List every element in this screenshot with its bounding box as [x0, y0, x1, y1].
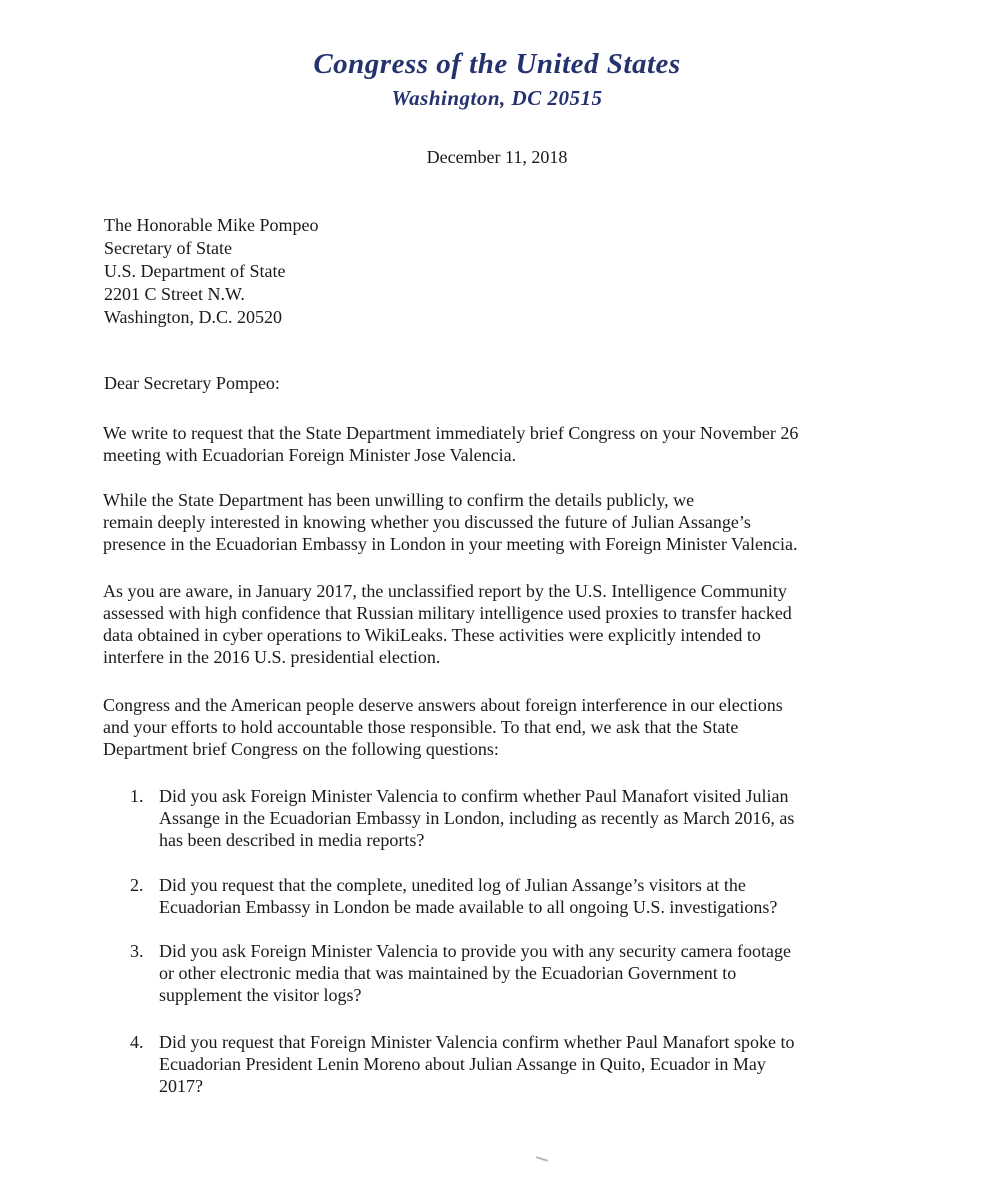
question-line: Did you ask Foreign Minister Valencia to provide you with any security camera footage: [159, 941, 792, 961]
paragraph-line: presence in the Ecuadorian Embassy in London in your meeting with Foreign Minister Valencia.: [103, 534, 798, 554]
recipient-line: Secretary of State: [104, 238, 232, 258]
question-line: 2017?: [159, 1076, 203, 1096]
question-text: [159, 1031, 795, 1097]
question-text: [159, 874, 777, 918]
paragraph-line: We write to request that the State Department immediately brief Congress on your November 26: [103, 423, 799, 443]
recipient-line: Washington, D.C. 20520: [104, 307, 283, 327]
paragraph: [103, 694, 893, 760]
recipient-line: The Honorable Mike Pompeo: [104, 215, 319, 235]
paragraph: [103, 422, 893, 466]
question-line: Ecuadorian Embassy in London be made available to all ongoing U.S. investigations?: [159, 897, 778, 917]
question-number: 4.: [130, 1032, 144, 1052]
recipient-line: U.S. Department of State: [104, 261, 286, 281]
question-number: 2.: [130, 875, 144, 895]
paragraph-line: Department brief Congress on the following questions:: [103, 739, 499, 759]
letterhead-subtitle: Washington, DC 20515: [391, 86, 603, 110]
recipient-address: [104, 214, 318, 329]
question-line: Did you ask Foreign Minister Valencia to confirm whether Paul Manafort visited Julian: [159, 786, 789, 806]
question-line: has been described in media reports?: [159, 830, 425, 850]
paragraph-line: Congress and the American people deserve answers about foreign interference in our elections: [103, 695, 783, 715]
question-number: 1.: [130, 786, 144, 806]
question-line: Did you request that Foreign Minister Valencia confirm whether Paul Manafort spoke to: [159, 1032, 795, 1052]
question-line: or other electronic media that was maintained by the Ecuadorian Government to: [159, 963, 737, 983]
letter-date: December 11, 2018: [426, 147, 568, 167]
question-number: 3.: [130, 941, 144, 961]
question-line: Did you request that the complete, unedited log of Julian Assange’s visitors at the: [159, 875, 746, 895]
paragraph-line: While the State Department has been unwilling to confirm the details publicly, we: [103, 490, 695, 510]
paragraph-line: As you are aware, in January 2017, the unclassified report by the U.S. Intelligence Community: [103, 581, 787, 601]
paragraph-line: remain deeply interested in knowing whether you discussed the future of Julian Assange’s: [103, 512, 751, 532]
paragraph-line: interfere in the 2016 U.S. presidential election.: [103, 647, 441, 667]
paragraph-line: assessed with high confidence that Russian military intelligence used proxies to transfer hacked: [103, 603, 792, 623]
scan-mark: [536, 1156, 548, 1162]
paragraph: [103, 489, 893, 555]
paragraph: [103, 580, 893, 668]
paragraph-line: meeting with Ecuadorian Foreign Minister Jose Valencia.: [103, 445, 517, 465]
paragraph-line: and your efforts to hold accountable those responsible. To that end, we ask that the State: [103, 717, 739, 737]
question-text: [159, 785, 794, 851]
question-line: Assange in the Ecuadorian Embassy in London, including as recently as March 2016, as: [159, 808, 795, 828]
salutation: Dear Secretary Pompeo:: [104, 373, 280, 393]
question-line: supplement the visitor logs?: [159, 985, 362, 1005]
question-text: [159, 940, 791, 1006]
letterhead-title: Congress of the United States: [313, 48, 681, 80]
recipient-line: 2201 C Street N.W.: [104, 284, 245, 304]
question-line: Ecuadorian President Lenin Moreno about Julian Assange in Quito, Ecuador in May: [159, 1054, 766, 1074]
paragraph-line: data obtained in cyber operations to WikiLeaks. These activities were explicitly intended to: [103, 625, 761, 645]
